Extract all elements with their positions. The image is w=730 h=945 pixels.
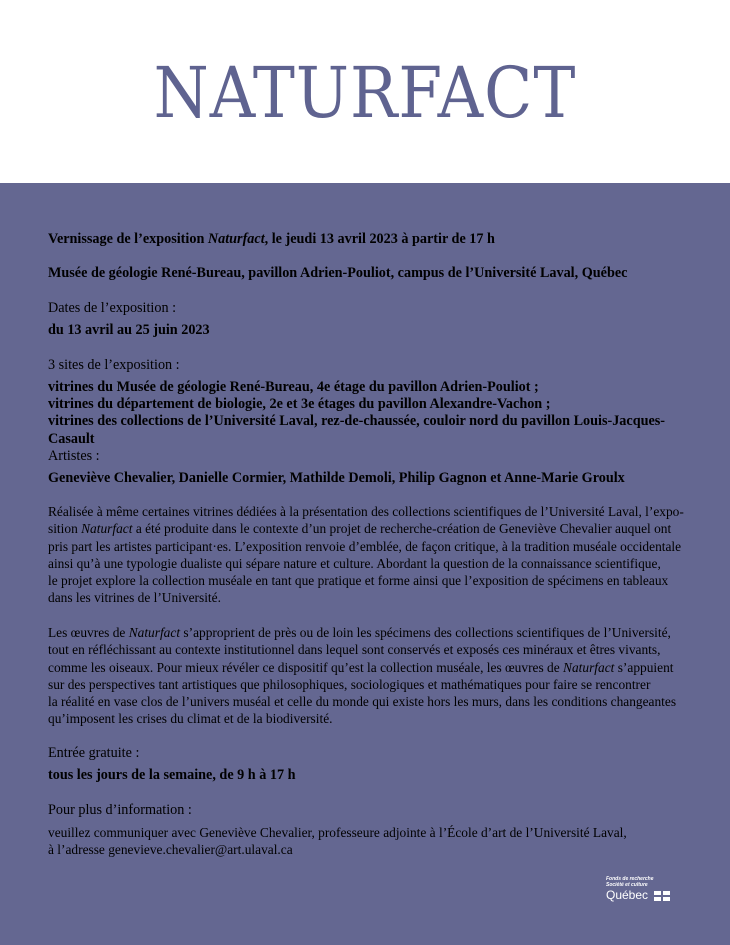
- vernissage-prefix: Vernissage de l’exposition: [48, 231, 208, 247]
- funder-line: Fonds de recherche: [606, 876, 654, 882]
- paragraph-line: qu’imposent les crises du climat et de la biodiversité.: [48, 711, 333, 727]
- paragraph-1: [48, 503, 688, 607]
- info-line: veuillez communiquer avec Geneviève Chevalier, professeure adjointe à l’École d’art de l’Université Laval,: [48, 825, 627, 840]
- paragraph-line: comme les oiseaux. Pour mieux révéler ce dispositif qu’est la collection muséale, les œuvres de Naturfact s’appuient: [48, 659, 674, 675]
- sites-label: 3 sites de l’exposition :: [48, 357, 180, 373]
- paragraph-line: le projet explore la collection muséale en tant que pratique et forme ainsi que l’exposition de spécimens en tableaux: [48, 573, 669, 589]
- paragraph-line: pris part les artistes participant·es. L’exposition renvoie d’emblée, de façon critique, à la tradition muséale occidentale: [48, 538, 682, 554]
- paragraph-line: ainsi qu’à une typologie dualiste qui sépare nature et culture. Abordant la question de la connaissance scientifique,: [48, 555, 661, 571]
- entry-value: tous les jours de la semaine, de 9 h à 17 h: [48, 767, 296, 783]
- funder-name-row: [606, 889, 686, 902]
- paragraph-line: sition Naturfact a été produite dans le contexte d’un projet de recherche-création de Geneviève Chevalier auquel ont: [48, 521, 672, 537]
- entry-label: Entrée gratuite :: [48, 745, 140, 761]
- funder-line: Société et culture: [606, 882, 648, 888]
- info-text: [48, 824, 688, 859]
- paragraph-2: [48, 624, 688, 728]
- vernissage-line: [48, 231, 688, 249]
- dates-value: du 13 avril au 25 juin 2023: [48, 322, 210, 338]
- paragraph-line: tout en réfléchissant au contexte institutionnel dans lequel sont conservés et exposés ces minéraux et êtres vivants,: [48, 642, 661, 658]
- artists-label: Artistes :: [48, 448, 100, 464]
- funder-name: Québec: [606, 888, 649, 902]
- location-line: Musée de géologie René-Bureau, pavillon Adrien-Pouliot, campus de l’Université Laval, Québec: [48, 265, 628, 281]
- contact-email: à l’adresse genevieve.chevalier@art.ulaval.ca: [48, 842, 293, 858]
- paragraph-line: Réalisée à même certaines vitrines dédiées à la présentation des collections scientifiques de l’Université Laval, l’expo-: [48, 504, 684, 519]
- header: [0, 0, 730, 183]
- artists-value: Geneviève Chevalier, Danielle Cormier, Mathilde Demoli, Philip Gagnon et Anne-Marie Groulx: [48, 470, 625, 486]
- site-item: vitrines du Musée de géologie René-Bureau, 4e étage du pavillon Adrien-Pouliot ;: [48, 379, 539, 395]
- site-item: vitrines des collections de l’Université Laval, rez-de-chaussée, couloir nord du pavillon Louis-Jacques-Casault: [48, 413, 666, 447]
- paragraph-line: sur des perspectives tant artistiques que philosophiques, sociologiques et mathématiques pour faire se rencontrer: [48, 676, 651, 692]
- paragraph-line: dans les vitrines de l’Université.: [48, 590, 221, 606]
- vernissage-suffix: , le jeudi 13 avril 2023 à partir de 17 h: [264, 231, 495, 247]
- funder-logo: [606, 876, 686, 902]
- paragraph-line: la réalité en vase clos de l’univers muséal et celle du monde qui existe hors les murs, dans les conditions changeantes: [48, 694, 677, 710]
- quebec-flag-icon: [654, 891, 670, 901]
- paragraph-line: Les œuvres de Naturfact s’approprient de près ou de loin les spécimens des collections scientifiques de l’Université,: [48, 625, 671, 640]
- info-label: Pour plus d’information :: [48, 802, 192, 818]
- site-item: vitrines du département de biologie, 2e et 3e étages du pavillon Alexandre-Vachon ;: [48, 396, 551, 412]
- exhibition-title: Naturfact: [207, 231, 265, 247]
- dates-label: Dates de l’exposition :: [48, 300, 177, 316]
- naturfact-logo: NATURFACT: [153, 52, 577, 134]
